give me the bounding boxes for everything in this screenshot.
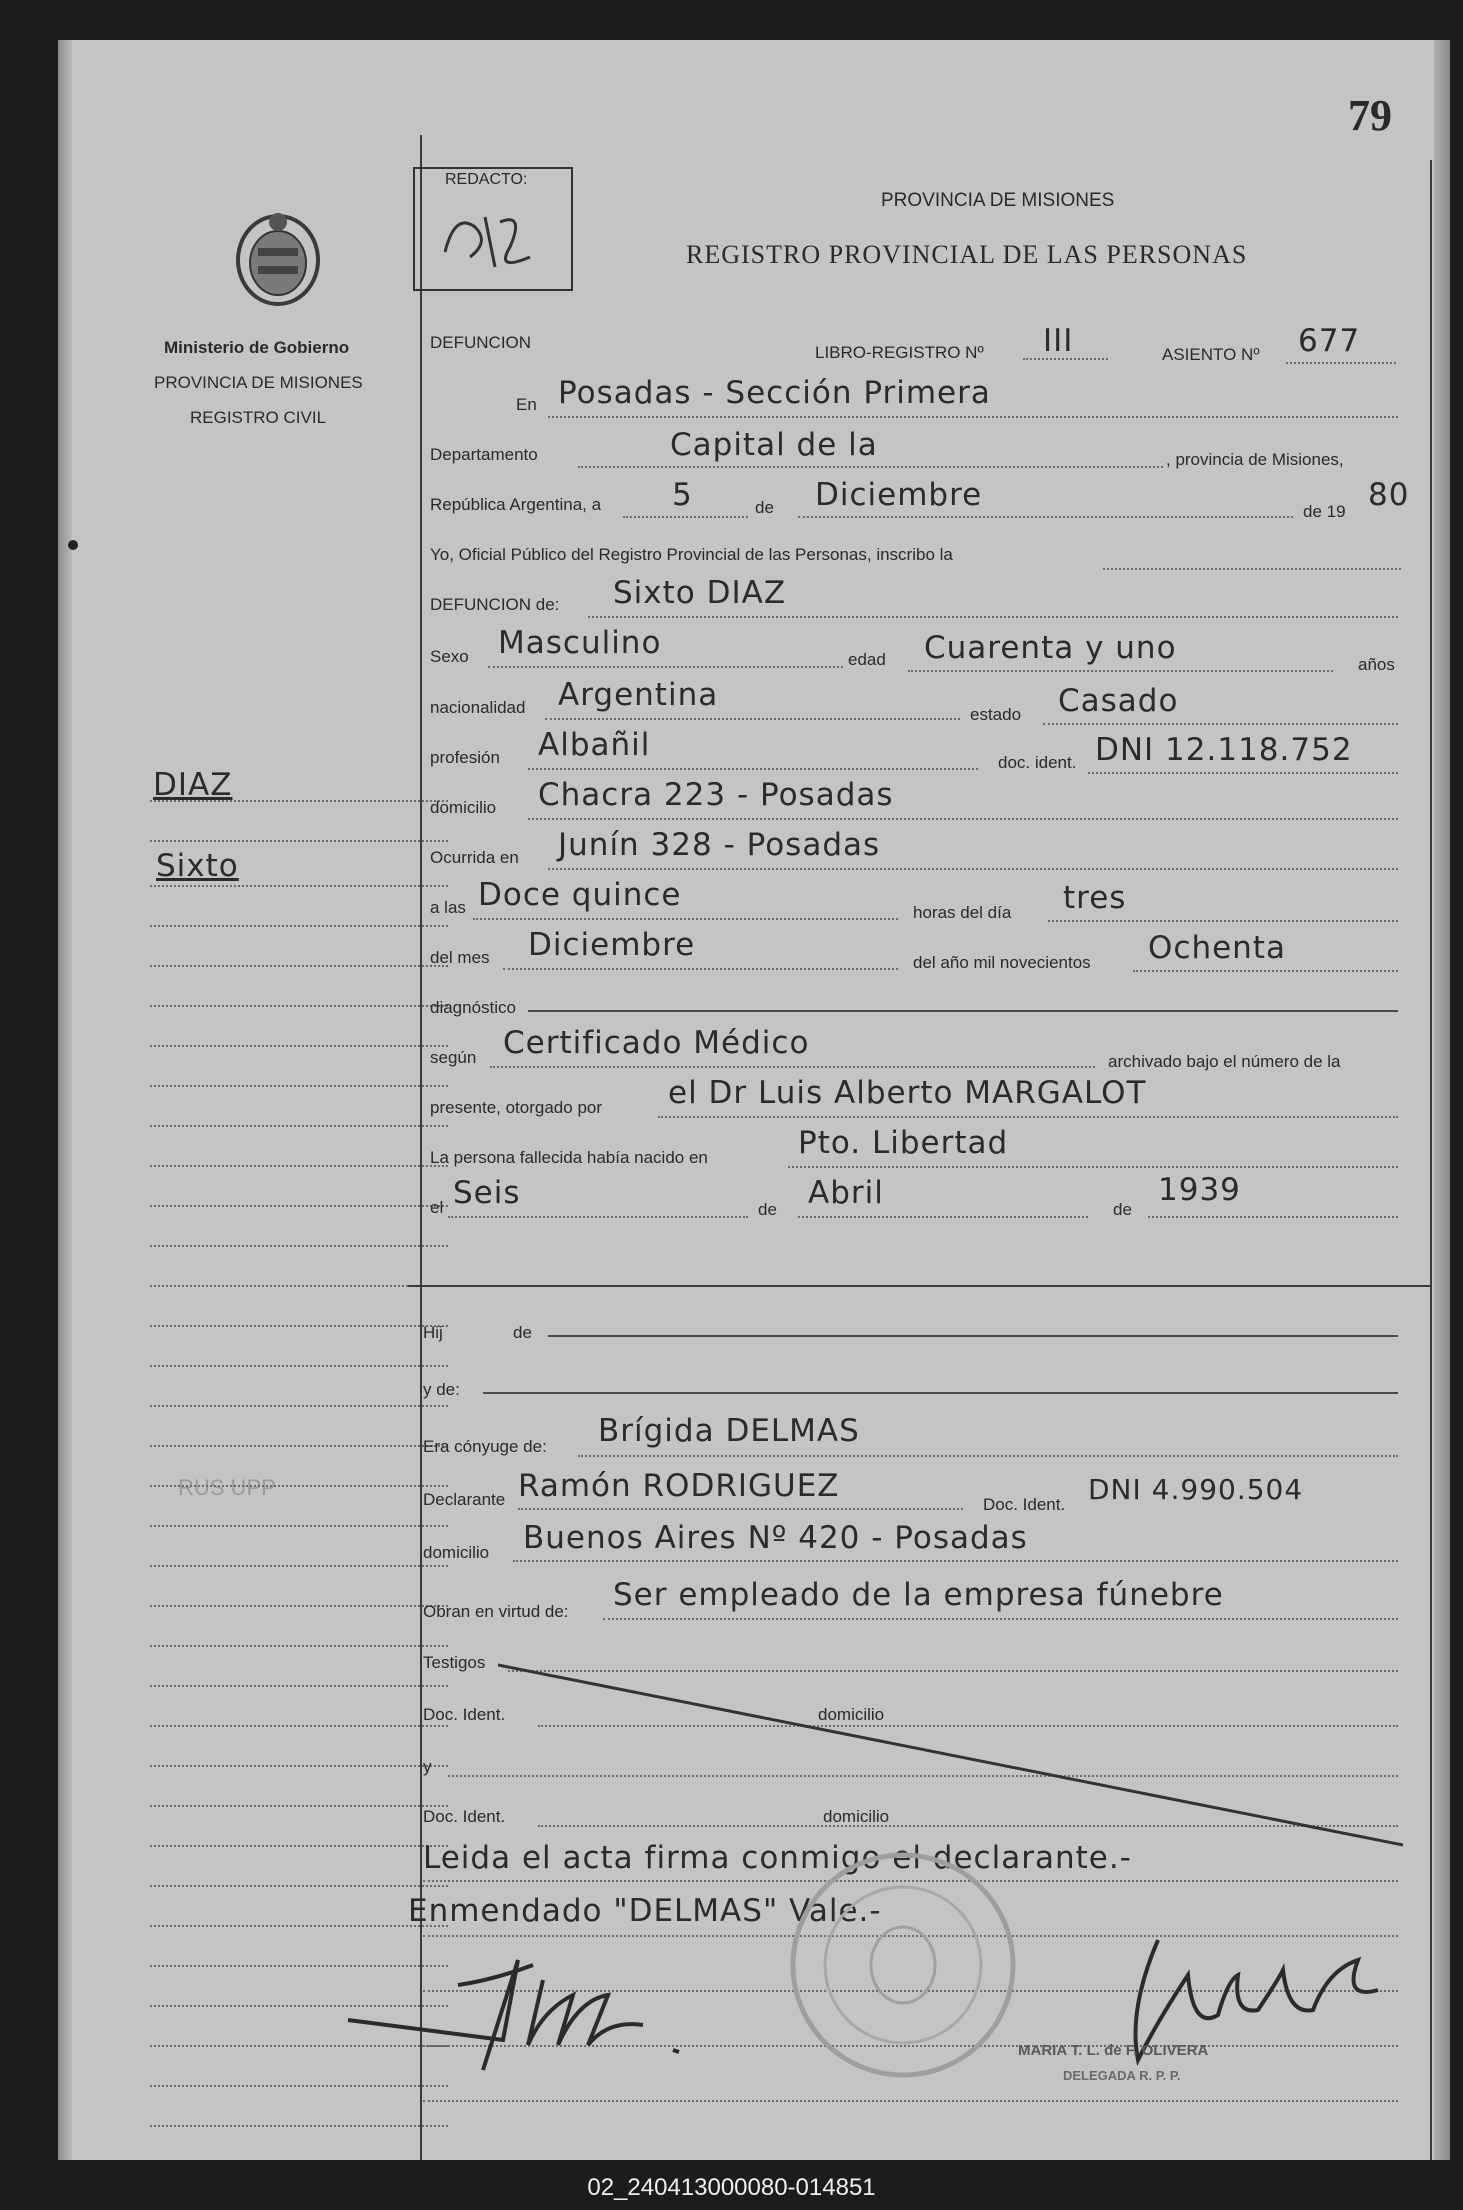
nombre-value: Sixto DIAZ <box>613 575 787 611</box>
sig-rule-3 <box>423 2100 1398 2102</box>
sexo-value: Masculino <box>498 625 662 661</box>
dia-evento-value: tres <box>1063 880 1127 916</box>
ministry-province-label: PROVINCIA DE MISIONES <box>154 373 363 392</box>
nac-de2-label: de <box>1113 1200 1132 1219</box>
mes-evento-line <box>503 968 898 970</box>
declarante-value: Ramón RODRIGUEZ <box>518 1468 840 1504</box>
civil-registry-label: REGISTRO CIVIL <box>190 408 327 427</box>
document-page <box>58 40 1450 2160</box>
declarante-label: Declarante <box>423 1490 506 1509</box>
hora-line <box>473 918 898 920</box>
diagnostico-line <box>528 1010 1398 1012</box>
footer-id: 02_240413000080-014851 <box>587 2174 876 2201</box>
hij-de-label: de <box>513 1323 532 1342</box>
doc-line <box>1088 772 1398 774</box>
nac-mes-line <box>798 1216 1088 1218</box>
provincia-label: , provincia de Misiones, <box>1166 450 1344 469</box>
declarante-doc-value: DNI 4.990.504 <box>1088 1473 1304 1506</box>
nacionalidad-line <box>545 718 960 720</box>
nac-de1-label: de <box>758 1200 777 1219</box>
ministry-label: Ministerio de Gobierno <box>164 338 350 357</box>
asiento-value: 677 <box>1298 323 1361 359</box>
testigo1-dom-label: domicilio <box>818 1705 885 1724</box>
profesion-line <box>528 768 978 770</box>
conyuge-line <box>578 1455 1398 1457</box>
nac-anio-line <box>1148 1216 1398 1218</box>
yo-line <box>1103 568 1401 570</box>
redacto-label: REDACTO: <box>445 171 528 188</box>
anio-value: 80 <box>1368 477 1410 513</box>
segun-label: según <box>430 1048 477 1067</box>
nac-dia-value: Seis <box>453 1175 521 1211</box>
conyuge-label: Era cónyuge de: <box>423 1437 547 1456</box>
stamp-line-2: DELEGADA R. P. P. <box>1063 2068 1181 2083</box>
note-line-2: Enmendado "DELMAS" Vale.- <box>408 1893 882 1929</box>
departamento-line <box>578 466 1163 468</box>
dia-value: 5 <box>672 477 693 513</box>
y-de-label: y de: <box>423 1380 460 1399</box>
republica-label: República Argentina, a <box>430 495 602 514</box>
mes-value: Diciembre <box>815 477 983 513</box>
libro-label: LIBRO-REGISTRO Nº <box>815 343 984 362</box>
page-edge <box>1434 40 1450 2160</box>
defuncion-label: DEFUNCION <box>430 333 532 352</box>
presente-label: presente, otorgado por <box>430 1098 603 1117</box>
nacionalidad-label: nacionalidad <box>430 698 526 717</box>
punch-hole <box>68 540 78 550</box>
redacto-box <box>413 167 573 291</box>
en-label: En <box>516 395 537 414</box>
en-value: Posadas - Sección Primera <box>558 375 991 411</box>
declarante-dom-label: domicilio <box>423 1543 490 1562</box>
mes-evento-value: Diciembre <box>528 927 696 963</box>
form-right-border <box>1430 160 1432 2160</box>
domicilio-label: domicilio <box>430 798 497 817</box>
estado-value: Casado <box>1058 683 1179 719</box>
ocurrida-line <box>548 868 1398 870</box>
segun-line <box>490 1066 1095 1068</box>
stamp-line-1: MARIA T. L. de F. OLIVERA <box>1018 2042 1209 2059</box>
horas-label: horas del día <box>913 903 1012 922</box>
mes-line <box>798 516 1293 518</box>
de-label: de <box>755 498 774 517</box>
doc-ident-label: doc. ident. <box>998 753 1077 772</box>
asiento-line <box>1286 362 1396 364</box>
faded-stamp: RUS UPP <box>178 1475 276 1500</box>
sexo-label: Sexo <box>430 647 469 666</box>
nacido-line <box>788 1166 1398 1168</box>
el-label: el <box>430 1198 444 1217</box>
cancel-diagonal-line <box>498 1660 1408 1850</box>
obran-value: Ser empleado de la empresa fúnebre <box>613 1577 1224 1613</box>
libro-line <box>1023 358 1108 360</box>
del-mes-label: del mes <box>430 948 490 967</box>
y-label: y <box>423 1757 432 1776</box>
ocurrida-label: Ocurrida en <box>430 848 519 867</box>
nombre-line <box>588 616 1398 618</box>
book-spine <box>58 40 72 2160</box>
dia-evento-line <box>1048 920 1398 922</box>
departamento-label: Departamento <box>430 445 538 464</box>
official-seal-icon <box>783 1845 1023 2085</box>
obran-line <box>603 1618 1398 1620</box>
conyuge-value: Brígida DELMAS <box>598 1413 860 1449</box>
testigo1-doc-label: Doc. Ident. <box>423 1705 506 1724</box>
otorgado-value: el Dr Luis Alberto MARGALOT <box>668 1075 1147 1111</box>
testigo2-dom-label: domicilio <box>823 1807 890 1826</box>
redacto-initials-icon <box>435 197 545 277</box>
form-left-border <box>420 135 422 2160</box>
hij-line <box>548 1335 1398 1337</box>
declarant-signature-icon <box>343 1940 723 2080</box>
de19-label: de 19 <box>1303 502 1346 521</box>
nac-mes-value: Abril <box>808 1175 884 1211</box>
domicilio-line <box>528 818 1398 820</box>
segun-value: Certificado Médico <box>503 1025 810 1061</box>
departamento-value: Capital de la <box>670 427 878 463</box>
ocurrida-value: Junín 328 - Posadas <box>558 827 881 863</box>
nac-anio-value: 1939 <box>1158 1172 1241 1208</box>
estado-line <box>1043 723 1398 725</box>
declarante-line <box>518 1508 963 1510</box>
archivado-label: archivado bajo el número de la <box>1108 1052 1341 1071</box>
obran-label: Obran en virtud de: <box>423 1602 569 1621</box>
nac-dia-line <box>448 1216 748 1218</box>
anio-evento-line <box>1133 970 1398 972</box>
profesion-value: Albañil <box>538 727 651 763</box>
province-title: PROVINCIA DE MISIONES <box>881 190 1115 211</box>
note-line-1: Leida el acta firma conmigo el declarante.- <box>423 1840 1132 1876</box>
a-las-label: a las <box>430 898 466 917</box>
declarante-dom-value: Buenos Aires Nº 420 - Posadas <box>523 1520 1028 1556</box>
testigo2-doc-label: Doc. Ident. <box>423 1807 506 1826</box>
margin-given-name: Sixto <box>156 848 239 884</box>
en-line <box>548 416 1398 418</box>
anos-label: años <box>1358 655 1395 674</box>
page-number: 79 <box>1348 91 1392 140</box>
registry-title: REGISTRO PROVINCIAL DE LAS PERSONAS <box>686 240 1248 269</box>
nacionalidad-value: Argentina <box>558 677 719 713</box>
otorgado-line <box>658 1116 1398 1118</box>
yo-label: Yo, Oficial Público del Registro Provincial de las Personas, inscribo la <box>430 545 953 564</box>
coat-of-arms-icon <box>228 208 328 308</box>
diagnostico-label: diagnóstico <box>430 998 517 1017</box>
nacido-en-value: Pto. Libertad <box>798 1125 1009 1161</box>
libro-value: III <box>1043 323 1074 359</box>
testigos-label: Testigos <box>423 1653 486 1672</box>
hij-label: Hij <box>423 1323 443 1342</box>
declarante-dom-line <box>513 1560 1398 1562</box>
dia-line <box>623 516 748 518</box>
asiento-label: ASIENTO Nº <box>1162 345 1260 364</box>
anio-evento-value: Ochenta <box>1148 930 1286 966</box>
edad-line <box>908 670 1333 672</box>
sexo-line <box>488 666 843 668</box>
edad-value: Cuarenta y uno <box>924 630 1177 666</box>
profesion-label: profesión <box>430 748 500 767</box>
del-ano-label: del año mil novecientos <box>913 953 1091 972</box>
estado-label: estado <box>970 705 1022 724</box>
edad-label: edad <box>848 650 886 669</box>
nacido-label: La persona fallecida había nacido en <box>430 1148 708 1167</box>
form-section-divider <box>408 1285 1430 1287</box>
declarante-doc-label: Doc. Ident. <box>983 1495 1066 1514</box>
defuncion-de-label: DEFUNCION de: <box>430 595 560 614</box>
margin-surname: DIAZ <box>153 767 233 803</box>
hora-value: Doce quince <box>478 877 682 913</box>
y-de-line <box>483 1392 1398 1394</box>
doc-value: DNI 12.118.752 <box>1095 732 1353 768</box>
domicilio-value: Chacra 223 - Posadas <box>538 777 894 813</box>
